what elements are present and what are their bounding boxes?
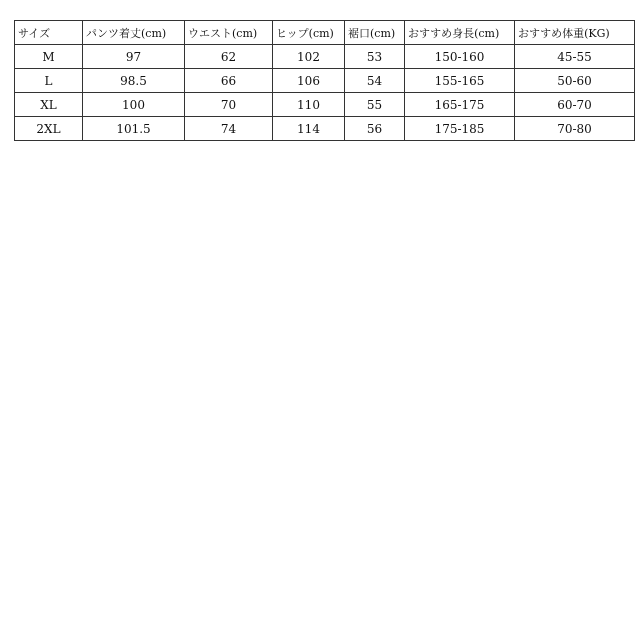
- table-row: [15, 117, 635, 141]
- table-row: [15, 45, 635, 69]
- header-waist: ウエスト(cm): [185, 21, 273, 45]
- cell-recommended-weight: 60-70: [515, 93, 635, 117]
- cell-pants-length: 98.5: [83, 69, 185, 93]
- cell-waist: 74: [185, 117, 273, 141]
- cell-hem: 53: [345, 45, 405, 69]
- cell-pants-length: 97: [83, 45, 185, 69]
- cell-recommended-height: 150-160: [405, 45, 515, 69]
- cell-recommended-height: 165-175: [405, 93, 515, 117]
- cell-recommended-weight: 45-55: [515, 45, 635, 69]
- cell-waist: 70: [185, 93, 273, 117]
- table-row: [15, 69, 635, 93]
- header-hem: 裾口(cm): [345, 21, 405, 45]
- cell-size: XL: [15, 93, 83, 117]
- cell-hip: 114: [273, 117, 345, 141]
- cell-recommended-height: 175-185: [405, 117, 515, 141]
- header-recommended-height: おすすめ身長(cm): [405, 21, 515, 45]
- cell-size: 2XL: [15, 117, 83, 141]
- cell-hip: 102: [273, 45, 345, 69]
- cell-recommended-weight: 50-60: [515, 69, 635, 93]
- cell-hip: 106: [273, 69, 345, 93]
- cell-hip: 110: [273, 93, 345, 117]
- header-pants-length: パンツ着丈(cm): [83, 21, 185, 45]
- cell-hem: 55: [345, 93, 405, 117]
- cell-recommended-weight: 70-80: [515, 117, 635, 141]
- header-size: サイズ: [15, 21, 83, 45]
- cell-size: M: [15, 45, 83, 69]
- cell-size: L: [15, 69, 83, 93]
- cell-hem: 56: [345, 117, 405, 141]
- size-chart-table: [14, 20, 635, 141]
- header-hip: ヒップ(cm): [273, 21, 345, 45]
- cell-pants-length: 101.5: [83, 117, 185, 141]
- cell-pants-length: 100: [83, 93, 185, 117]
- cell-waist: 66: [185, 69, 273, 93]
- table-header-row: [15, 21, 635, 45]
- table-row: [15, 93, 635, 117]
- cell-recommended-height: 155-165: [405, 69, 515, 93]
- cell-waist: 62: [185, 45, 273, 69]
- header-recommended-weight: おすすめ体重(KG): [515, 21, 635, 45]
- cell-hem: 54: [345, 69, 405, 93]
